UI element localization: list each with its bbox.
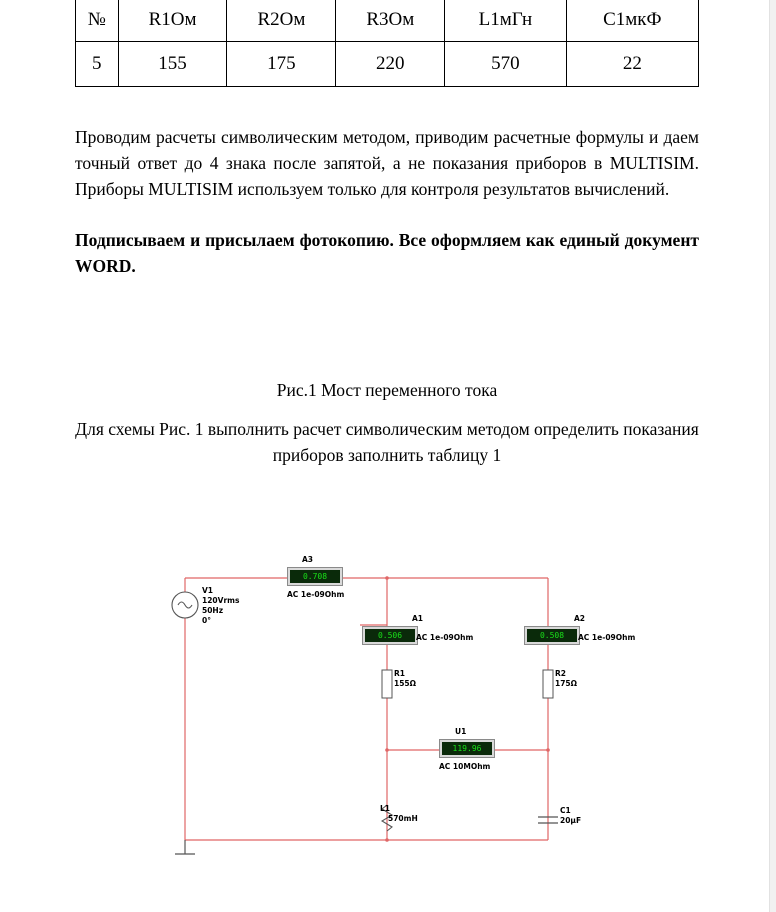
table-header-cell: L1мГн [445, 0, 566, 42]
table-cell: 570 [445, 42, 566, 87]
resistor-r1-ref: R1 [394, 669, 405, 678]
inductor-l1-ref: L1 [380, 804, 390, 813]
meter-u1[interactable] [439, 739, 495, 758]
meter-a3-reading: 0.708 [290, 570, 340, 583]
resistor-r1-value: 155Ω [394, 679, 417, 688]
meter-a1-spec: AC 1e-09Ohm [416, 633, 474, 642]
instructions-paragraph: Проводим расчеты символическим методом, приводим расчетные формулы и даем точный ответ до 4 знака после запятой, а не показания приборов в MULTISIM. Приборы MULTISIM используем только для контроля результатов вычислений. [75, 127, 699, 199]
resistor-r2-ref: R2 [555, 669, 566, 678]
table-header-cell: R3Ом [336, 0, 445, 42]
meter-a2-ref: A2 [574, 614, 586, 623]
parameters-table [75, 0, 699, 87]
meter-a1[interactable] [362, 626, 418, 645]
circuit-schematic [150, 540, 670, 880]
meter-u1-spec: AC 10MOhm [439, 762, 491, 771]
source-voltage: 120Vrms [202, 596, 240, 605]
table-cell: 220 [336, 42, 445, 87]
task-caption: Для схемы Рис. 1 выполнить расчет символическим методом определить показания приборов заполнить таблицу 1 [75, 419, 699, 465]
meter-u1-ref: U1 [455, 727, 467, 736]
submission-paragraph: Подписываем и присылаем фотокопию. Все оформляем как единый документ WORD. [75, 230, 699, 276]
source-frequency: 50Hz [202, 606, 224, 615]
capacitor-c1-ref: C1 [560, 806, 571, 815]
circuit-wires [150, 540, 670, 880]
meter-a1-ref: A1 [412, 614, 424, 623]
table-row [76, 42, 699, 87]
figure-caption: Рис.1 Мост переменного тока [276, 380, 498, 400]
resistor-r2-value: 175Ω [555, 679, 578, 688]
table-header-cell: R2Ом [227, 0, 336, 42]
capacitor-c1-value: 20µF [560, 816, 582, 825]
meter-a2-reading: 0.508 [527, 629, 577, 642]
meter-a3-spec: AC 1e-09Ohm [287, 590, 345, 599]
meter-a2[interactable] [524, 626, 580, 645]
table-header-cell: С1мкФ [566, 0, 698, 42]
meter-u1-reading: 119.96 [442, 742, 492, 755]
table-header-row [76, 0, 699, 42]
source-ref: V1 [202, 586, 214, 595]
scrollbar-track[interactable] [769, 0, 776, 912]
meter-a3-ref: A3 [302, 555, 314, 564]
inductor-l1-value: 570mH [388, 814, 418, 823]
table-header-cell: R1Ом [118, 0, 227, 42]
table-cell: 155 [118, 42, 227, 87]
meter-a2-spec: AC 1e-09Ohm [578, 633, 636, 642]
meter-a1-reading: 0.506 [365, 629, 415, 642]
table-header-cell: № [76, 0, 119, 42]
table-cell: 175 [227, 42, 336, 87]
table-cell: 5 [76, 42, 119, 87]
source-phase: 0° [202, 616, 211, 625]
table-cell: 22 [566, 42, 698, 87]
meter-a3[interactable] [287, 567, 343, 586]
